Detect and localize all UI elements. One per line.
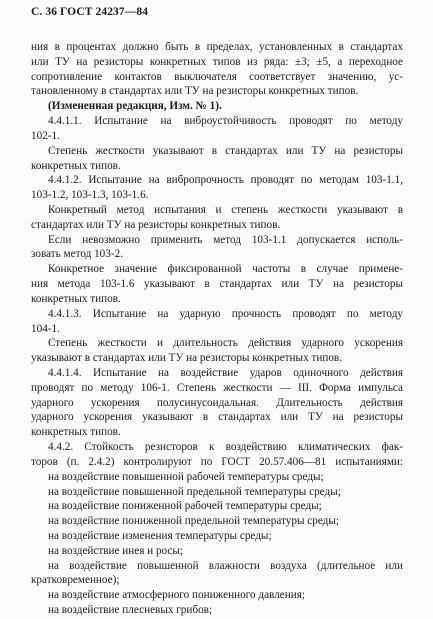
list-item: на воздействие пониженной рабочей температуры среды;	[48, 500, 322, 513]
text-line: проводят по методу 106-1. Степень жесткости — III. Форма импульса	[31, 381, 403, 394]
text-line: 104-1.	[31, 322, 60, 335]
text-line: Если невозможно применить метод 103-1.1 допускается исполь-	[48, 233, 403, 246]
text-line: 103-1.2, 103-1.3, 103-1.6.	[31, 189, 149, 202]
text-line: ния метода 103-1.6 указывают в стандартах или ТУ на резисторы	[31, 278, 403, 291]
list-item: на воздействие инея и росы;	[48, 544, 184, 557]
text-line: стандартах или ТУ на резисторы конкретных типов.	[31, 218, 281, 231]
list-item: на воздействие плесневых грибов;	[48, 604, 213, 616]
clause-4-4-1-2: 4.4.1.2. Испытание на вибропрочность проводят по методам 103-1.1,	[48, 174, 403, 187]
text-line: Степень жесткости указывают в стандартах или ТУ на резисторы	[48, 144, 403, 157]
list-item: на воздействие повышенной рабочей температуры среды;	[48, 470, 324, 483]
clause-4-4-2: 4.4.2. Стойкость резисторов к воздействию климатических фак-	[48, 441, 403, 453]
list-item: на воздействие атмосферного пониженного давления;	[48, 589, 305, 602]
text-line: зовать метод 103-2.	[31, 248, 123, 261]
text-line: конкретных типов.	[31, 426, 121, 439]
clause-4-4-1-1: 4.4.1.1. Испытание на виброустойчивость проводят по методу	[48, 115, 403, 128]
text-line: сопротивление контактов выключателя соответствует значению, ус-	[31, 70, 403, 83]
text-line: указывают в стандартах или ТУ на резисторы конкретных типов.	[31, 352, 342, 365]
text-line: торов (п. 2.4.2) контролируют по ГОСТ 20.57.406—81 испытаниями:	[31, 455, 403, 468]
list-item: на воздействие повышенной предельной температуры среды;	[48, 485, 341, 498]
text-line: ударного ускорения указывают в стандартах или ТУ на резисторы	[31, 411, 403, 424]
text-line: 102-1.	[31, 129, 60, 142]
text-line: тановленному в стандартах или ТУ на резисторы конкретных типов.	[31, 85, 359, 98]
list-item: на воздействие пониженной предельной температуры среды;	[48, 515, 339, 528]
list-item: на воздействие изменения температуры среды;	[48, 529, 272, 542]
list-item: на воздействие повышенной влажности воздуха (длительное или	[48, 559, 403, 572]
text-line: ударного ускорения полусинусоидальная. Длительность действия	[31, 396, 403, 409]
text-line: или ТУ на резисторы конкретных типов из ряда: ±3; ±5, а переходное	[31, 55, 403, 68]
amendment-note: (Измененная редакция, Изм. № 1).	[48, 100, 222, 113]
clause-4-4-1-4: 4.4.1.4. Испытание на воздействие ударов одиночного действия	[48, 366, 403, 379]
text-line: Конкретное значение фиксированной частоты в случае примене-	[48, 263, 403, 276]
clause-4-4-1-3: 4.4.1.3. Испытание на ударную прочность проводят по методу	[48, 307, 403, 320]
text-line: Степень жесткости и длительность действия ударного ускорения	[48, 337, 403, 350]
text-line: конкретных типов.	[31, 159, 121, 172]
list-item-continuation: кратковременное);	[31, 574, 120, 587]
text-line: ния в процентах должно быть в пределах, установленных в стандартах	[31, 41, 403, 53]
page-header: С. 36 ГОСТ 24237—84	[31, 6, 149, 18]
text-line: Конкретный метод испытания и степень жесткости указывают в	[48, 204, 403, 216]
text-line: конкретных типов.	[31, 292, 121, 305]
